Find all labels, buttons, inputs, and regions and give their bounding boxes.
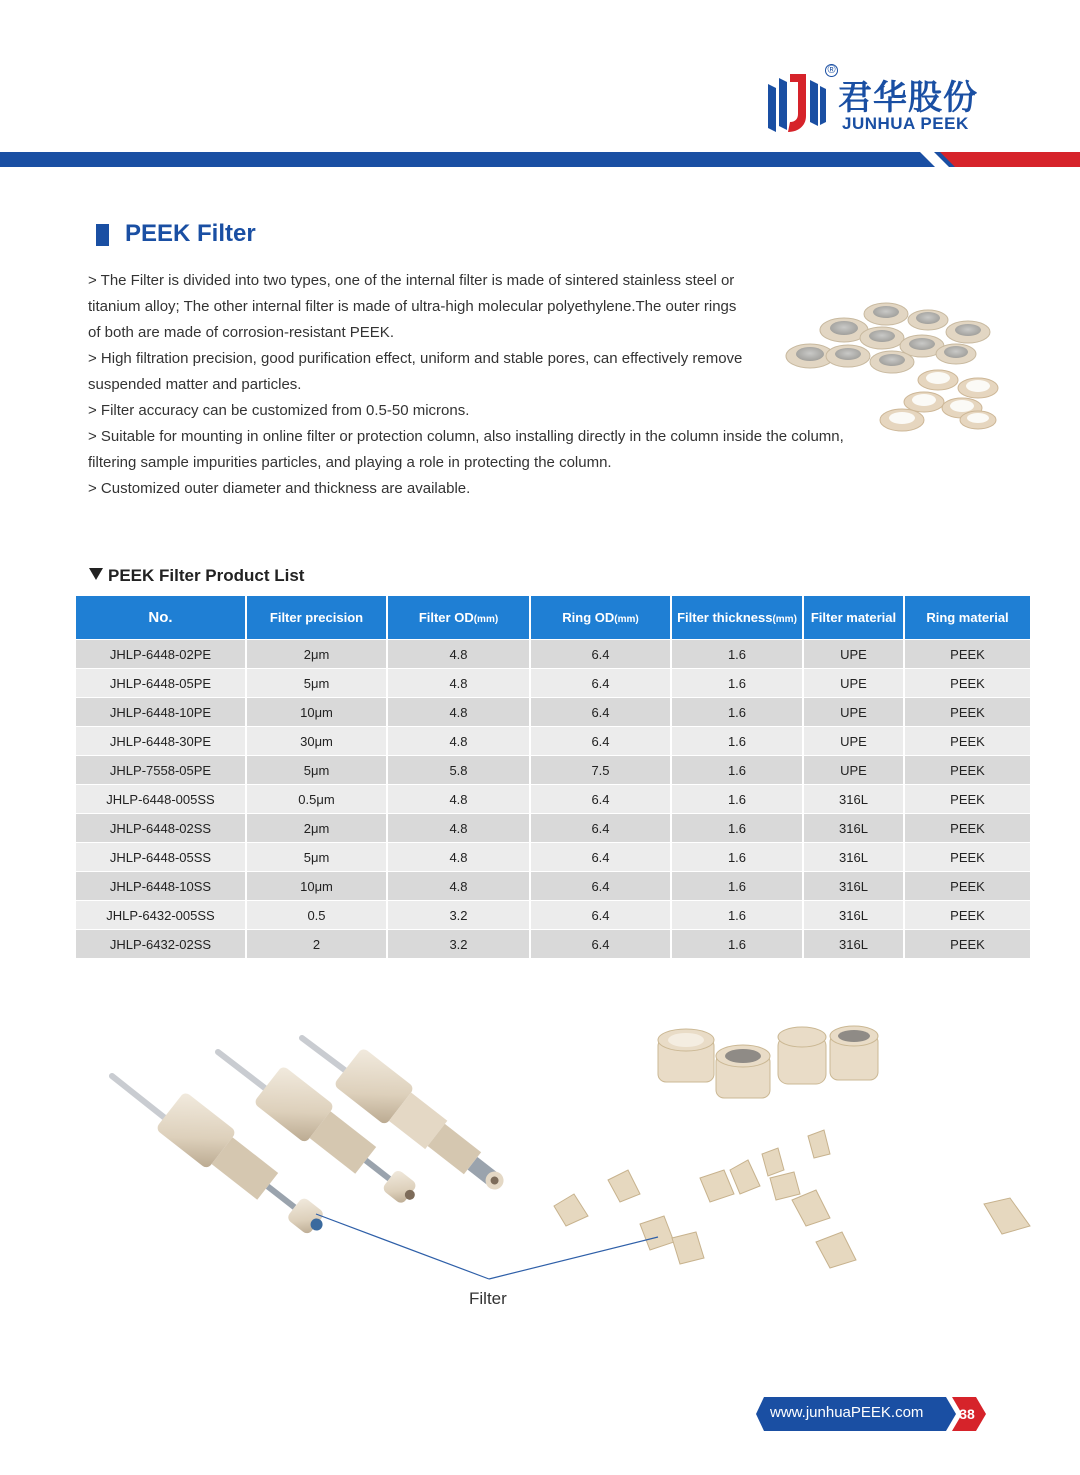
col-header-filter-material: Filter material bbox=[804, 596, 905, 639]
table-row bbox=[76, 639, 1030, 668]
cell-ring-material: PEEK bbox=[905, 639, 1030, 668]
cell-filter-od: 4.8 bbox=[388, 726, 531, 755]
cell-no: JHLP-6448-10PE bbox=[76, 697, 247, 726]
footer-bar bbox=[756, 1397, 988, 1431]
page-number: 38 bbox=[959, 1406, 975, 1422]
cell-filter-od: 3.2 bbox=[388, 929, 531, 958]
cell-precision: 5μm bbox=[247, 755, 388, 784]
cell-thickness: 1.6 bbox=[672, 755, 804, 784]
cell-filter-material: 316L bbox=[804, 900, 905, 929]
cell-ring-material: PEEK bbox=[905, 900, 1030, 929]
cell-ring-od: 6.4 bbox=[531, 813, 672, 842]
cell-thickness: 1.6 bbox=[672, 726, 804, 755]
cell-no: JHLP-7558-05PE bbox=[76, 755, 247, 784]
product-table bbox=[76, 596, 1030, 958]
cell-ring-material: PEEK bbox=[905, 842, 1030, 871]
cell-thickness: 1.6 bbox=[672, 900, 804, 929]
cell-filter-od: 3.2 bbox=[388, 900, 531, 929]
cell-filter-od: 4.8 bbox=[388, 668, 531, 697]
triangle-down-icon bbox=[89, 568, 103, 580]
cell-no: JHLP-6448-02SS bbox=[76, 813, 247, 842]
cell-filter-od: 4.8 bbox=[388, 871, 531, 900]
cell-filter-material: 316L bbox=[804, 929, 905, 958]
table-row bbox=[76, 697, 1030, 726]
feature-item: > Suitable for mounting in online filter or protection column, also installing directly in the column inside the column, filtering sample impurities particles, and playing a role in protecting the column. bbox=[88, 428, 844, 471]
footer-website-link[interactable]: www.junhuaPEEK.com bbox=[770, 1404, 924, 1421]
cell-ring-od: 6.4 bbox=[531, 726, 672, 755]
section-title: PEEK Filter bbox=[125, 220, 256, 247]
filter-caps-image bbox=[540, 1010, 1040, 1280]
filter-label: Filter bbox=[469, 1289, 507, 1308]
cell-filter-material: UPE bbox=[804, 639, 905, 668]
cell-thickness: 1.6 bbox=[672, 813, 804, 842]
cell-ring-od: 6.4 bbox=[531, 900, 672, 929]
col-header-ring-material: Ring material bbox=[905, 596, 1030, 639]
cell-filter-od: 5.8 bbox=[388, 755, 531, 784]
col-header-filter-od: Filter OD(mm) bbox=[388, 596, 531, 639]
cell-filter-material: UPE bbox=[804, 697, 905, 726]
cell-no: JHLP-6448-30PE bbox=[76, 726, 247, 755]
cell-filter-material: UPE bbox=[804, 755, 905, 784]
table-header-row bbox=[76, 596, 1030, 639]
cell-filter-material: UPE bbox=[804, 726, 905, 755]
table-title: PEEK Filter Product List bbox=[89, 566, 304, 586]
cell-ring-od: 6.4 bbox=[531, 842, 672, 871]
col-header-ring-od: Ring OD(mm) bbox=[531, 596, 672, 639]
cell-ring-od: 6.4 bbox=[531, 929, 672, 958]
table-row bbox=[76, 842, 1030, 871]
brand-logo bbox=[764, 66, 994, 140]
header-band bbox=[0, 152, 1080, 167]
table-row bbox=[76, 755, 1030, 784]
cell-ring-material: PEEK bbox=[905, 668, 1030, 697]
cell-thickness: 1.6 bbox=[672, 668, 804, 697]
table-row bbox=[76, 668, 1030, 697]
table-row bbox=[76, 871, 1030, 900]
cell-no: JHLP-6448-05PE bbox=[76, 668, 247, 697]
feature-item: > The Filter is divided into two types, one of the internal filter is made of sintered stainless steel or titanium alloy; The other internal filter is made of ultra-high molecular polyethylene.The outer rings of both are made of corrosion-resistant PEEK. bbox=[88, 272, 737, 341]
cell-ring-od: 6.4 bbox=[531, 871, 672, 900]
cell-filter-od: 4.8 bbox=[388, 813, 531, 842]
cell-ring-material: PEEK bbox=[905, 784, 1030, 813]
cell-filter-od: 4.8 bbox=[388, 842, 531, 871]
cell-ring-od: 7.5 bbox=[531, 755, 672, 784]
cell-precision: 5μm bbox=[247, 668, 388, 697]
cell-ring-material: PEEK bbox=[905, 755, 1030, 784]
cell-no: JHLP-6448-10SS bbox=[76, 871, 247, 900]
logo-english-name: JUNHUA PEEK bbox=[842, 114, 969, 133]
table-row bbox=[76, 784, 1030, 813]
table-row bbox=[76, 726, 1030, 755]
cell-thickness: 1.6 bbox=[672, 639, 804, 668]
cell-filter-material: 316L bbox=[804, 871, 905, 900]
cell-precision: 10μm bbox=[247, 871, 388, 900]
table-row bbox=[76, 929, 1030, 958]
cell-filter-material: 316L bbox=[804, 842, 905, 871]
logo-chinese-name: 君华股份 bbox=[838, 78, 978, 118]
cell-filter-material: UPE bbox=[804, 668, 905, 697]
registered-mark: ® bbox=[825, 64, 838, 77]
cell-ring-material: PEEK bbox=[905, 813, 1030, 842]
cell-ring-od: 6.4 bbox=[531, 639, 672, 668]
cell-precision: 5μm bbox=[247, 842, 388, 871]
cell-no: JHLP-6448-05SS bbox=[76, 842, 247, 871]
cell-no: JHLP-6432-005SS bbox=[76, 900, 247, 929]
cell-thickness: 1.6 bbox=[672, 842, 804, 871]
cell-filter-od: 4.8 bbox=[388, 784, 531, 813]
cell-precision: 10μm bbox=[247, 697, 388, 726]
cell-filter-od: 4.8 bbox=[388, 697, 531, 726]
cell-precision: 0.5μm bbox=[247, 784, 388, 813]
filter-discs-image bbox=[782, 292, 1002, 452]
cell-ring-od: 6.4 bbox=[531, 697, 672, 726]
section-title-marker bbox=[96, 224, 109, 246]
cell-thickness: 1.6 bbox=[672, 871, 804, 900]
cell-precision: 2μm bbox=[247, 639, 388, 668]
logo-mark-icon bbox=[764, 70, 828, 136]
cell-ring-material: PEEK bbox=[905, 726, 1030, 755]
cell-precision: 2 bbox=[247, 929, 388, 958]
cell-ring-material: PEEK bbox=[905, 929, 1030, 958]
cell-ring-od: 6.4 bbox=[531, 668, 672, 697]
cell-filter-material: 316L bbox=[804, 784, 905, 813]
cell-thickness: 1.6 bbox=[672, 784, 804, 813]
col-header-no: No. bbox=[76, 596, 247, 639]
cell-precision: 2μm bbox=[247, 813, 388, 842]
cell-precision: 30μm bbox=[247, 726, 388, 755]
cell-ring-od: 6.4 bbox=[531, 784, 672, 813]
cell-ring-material: PEEK bbox=[905, 697, 1030, 726]
filter-fittings-image bbox=[100, 1030, 520, 1270]
cell-ring-material: PEEK bbox=[905, 871, 1030, 900]
table-row bbox=[76, 900, 1030, 929]
cell-thickness: 1.6 bbox=[672, 929, 804, 958]
cell-filter-material: 316L bbox=[804, 813, 905, 842]
table-row bbox=[76, 813, 1030, 842]
cell-filter-od: 4.8 bbox=[388, 639, 531, 668]
feature-item: > Customized outer diameter and thickness are available. bbox=[88, 480, 471, 497]
feature-item: > High filtration precision, good purification effect, uniform and stable pores, can effectively remove suspended matter and particles. bbox=[88, 350, 743, 393]
cell-no: JHLP-6432-02SS bbox=[76, 929, 247, 958]
cell-no: JHLP-6448-02PE bbox=[76, 639, 247, 668]
feature-item: > Filter accuracy can be customized from 0.5-50 microns. bbox=[88, 402, 470, 419]
cell-no: JHLP-6448-005SS bbox=[76, 784, 247, 813]
col-header-precision: Filter precision bbox=[247, 596, 388, 639]
col-header-thickness: Filter thickness(mm) bbox=[672, 596, 804, 639]
feature-list bbox=[88, 268, 878, 502]
cell-precision: 0.5 bbox=[247, 900, 388, 929]
cell-thickness: 1.6 bbox=[672, 697, 804, 726]
